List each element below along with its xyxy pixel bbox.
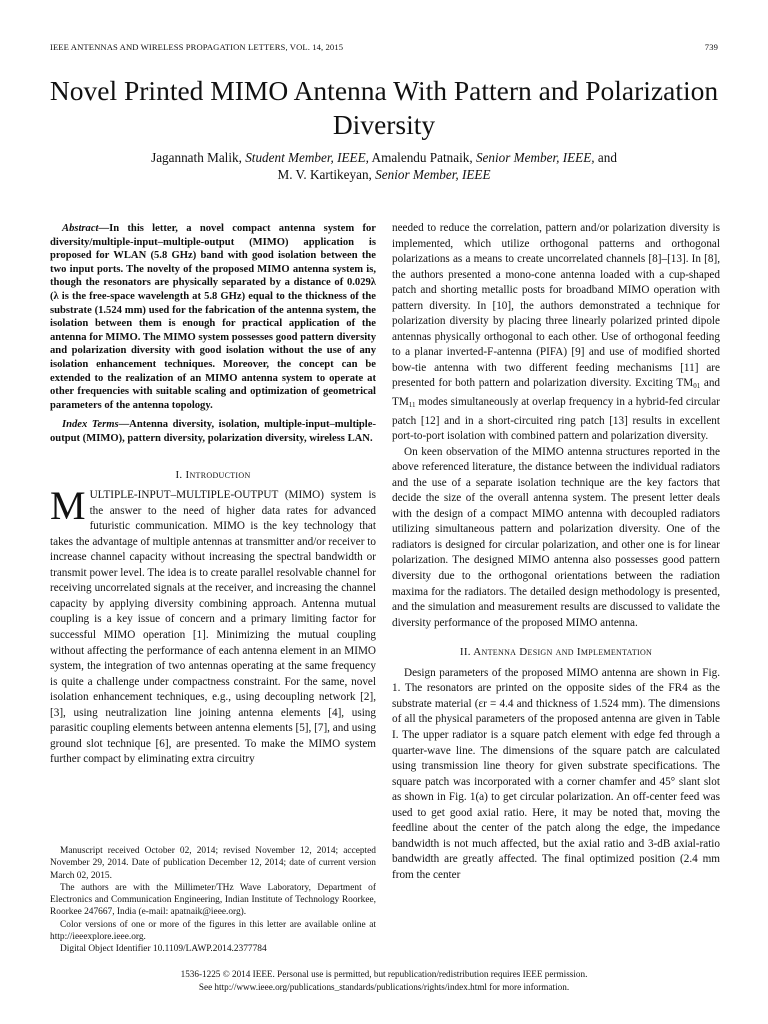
abstract [50, 222, 376, 412]
copyright-line: 1536-1225 © 2014 IEEE. Personal use is permitted, but republication/redistribution requires IEEE permission. [180, 969, 588, 979]
author-conjunction: and [597, 150, 617, 165]
index-terms-text: —Antenna diversity, isolation, multiple-input–multiple-output (MIMO), pattern diversity, polarization diversity, wireless LAN. [50, 419, 376, 444]
text-run: needed to reduce the correlation, pattern and/or polarization diversity is implemented, which utilize orthogonal patterns and orthogonal polarizations as a means to create uncorrelated channels [8]–[13]. In [8], the authors presented a mono-cone antenna loaded with a cup-shaped patch and shorting metallic posts for broadband MIMO operation with pattern diversity. In [10], the authors demonstrated a technique for polarization diversity by placing three linearly polarized printed dipole antennas physically orthogonal to each other. Use of orthogonal feeding to a planar inverted-F-antenna (PIFA) [9] and use of modified shorted bow-tie antenna with two different feeding mechanisms [11] are presented for both pattern and polarization diversity. Exciting TM [392, 222, 720, 390]
footnotes [50, 845, 376, 956]
footnote: The authors are with the Millimeter/THz Wave Laboratory, Department of Electronics and Communication Engineering, Indian Institute of Technology Roorkee, Roorkee 247667, India (e-mail: apatnaik@ieee.org). [50, 882, 376, 918]
intro-text: system is the answer to the need of higher data rates for advanced futuristic communication. MIMO is the key technology that takes the advantage of multiple antennas at transmitter and/or receiver to increase channel capacity without increasing the spectral bandwidth or transmit power level. The idea is to create parallel resolvable channel for receiving uncorrelated signals at the receiver, and increasing the channel capacity by applying diversity combining approach. Antenna mutual coupling is a key issue of concern and a primary limiting factor for successful MIMO operation [1]. Minimizing the mutual coupling without affecting the performance of each antenna element in an MIMO system, the integration of two antennas operating at the same frequency is quite a challenge under compactness constraint. For the same, novel isolation enhancement techniques, e.g., using decoupling network [2], [3], using neutralization line joining antenna elements [4], using parasitic coupling elements between antenna elements [5], [7], and using ground slot technique [6], are presented. To make the MIMO system further compact by eliminating extra circuitry [50, 489, 376, 766]
index-terms-label: Index Terms [62, 419, 119, 431]
author-role: Student Member, IEEE, [245, 150, 369, 165]
footnote: Manuscript received October 02, 2014; revised November 12, 2014; accepted November 29, 2014. Date of publication December 12, 2014; date of current version March 02, 2015. [50, 846, 376, 881]
author-role: Senior Member, IEEE, [475, 150, 595, 165]
section-heading: II. Antenna Design and Implementation [459, 646, 653, 659]
author-name: Jagannath Malik, [151, 150, 242, 165]
paper-title: Novel Printed MIMO Antenna With Pattern and Polarization Diversity [49, 75, 719, 140]
footnote: Digital Object Identifier 10.1109/LAWP.2014.2377784 [60, 944, 267, 955]
left-column [50, 222, 376, 768]
author-list [60, 150, 708, 183]
author-name: M. V. Kartikeyan, [277, 166, 372, 182]
text-run: modes simultaneously at overlap frequency in a hybrid-fed circular patch [12] and in a short-circuited ring patch [13] results in excellent port-to-port isolation with combined pattern and polarization diversity. [392, 396, 720, 443]
author-role: Senior Member, IEEE [375, 166, 491, 182]
abstract-label: Abstract [62, 223, 99, 234]
intro-lead: ULTIPLE-INPUT–MULTIPLE-OUTPUT (MIMO) [89, 489, 324, 502]
page-number: 739 [704, 42, 718, 52]
copyright-footer [40, 968, 728, 994]
intro-paragraph [50, 483, 376, 768]
paragraph: Design parameters of the proposed MIMO antenna are shown in Fig. 1. The resonators are printed on the opposite sides of the FR4 as the substrate material (εr = 4.4 and thickness of 1.524 mm). The dimensions of all the physical parameters of the proposed antenna are given in Table I. The upper radiator is a square patch element with edge fed through a quarter-wave line. The dimensions of the square patch are calculated using transmission line theory for given substrate specifications. The square patch was incorporated with a corner chamfer and 45° slant slot as shown in Fig. 1(a) to get circular polarization. An off-center feed was used to get good axial ratio. Here, it may be noted that, moving the feedline about the center of the patch along the edge, the impedance bandwidth is not much affected, but the axial ratio and 3-dB axial-ratio bandwidth are greatly affected. The final optimized position (2.4 mm from the center [392, 666, 720, 881]
rights-link-line: See http://www.ieee.org/publications_standards/publications/rights/index.html for more information. [198, 982, 570, 992]
index-terms [50, 418, 376, 445]
subscript: 01 [693, 382, 701, 391]
journal-name: IEEE ANTENNAS AND WIRELESS PROPAGATION LETTERS, VOL. 14, 2015 [50, 42, 344, 52]
abstract-text: —In this letter, a novel compact antenna system for diversity/multiple-input–multiple-output (MIMO) application is proposed for WLAN (5.8 GHz) band with good isolation between the two input ports. The novelty of the proposed MIMO antenna system is, though the resonators are physically separated by a distance of 0.029λ (λ is the free-space wavelength at 5.8 GHz) equal to the thickness of the substrate (1.524 mm) used for the fabrication of the antenna system, the isolation between them is enough for practical application of the antenna for MIMO. The MIMO system possesses good pattern diversity and polarization diversity with good isolation without the use of any isolation enhancement techniques. Moreover, the concept can be extended to the realization of an MIMO antenna system to operate at other frequencies with suitable scaling and optimization of geometrical parameters of the antenna topology. [50, 223, 376, 411]
paragraph: On keen observation of the MIMO antenna structures reported in the above referenced literature, the distance between the individual radiators and the use of a separate isolation technique are the key factors that decide the size of the overall antenna system. The present letter deals with the design of a compact MIMO antenna with decoupled radiators utilizing simultaneous pattern and polarization diversity. One of the radiators is designed for circular polarization, and other one is for linear polarization. The designed MIMO antenna also possesses good pattern diversity due to the orthogonal orientations between the radiation maxima for the radiators. The detailed design methodology is presented, and the simulation and measurement results are discussed to validate the diversity performance of the proposed MIMO antenna. [392, 445, 720, 629]
footnote: Color versions of one or more of the figures in this letter are available online at http://ieeexplore.ieee.org. [50, 919, 376, 943]
running-header [50, 42, 718, 52]
right-column [392, 221, 720, 883]
author-name: Amalendu Patnaik, [371, 150, 473, 165]
paragraph [392, 221, 720, 445]
text-run: and TM [392, 377, 721, 409]
drop-cap: M [50, 483, 86, 529]
section-heading: I. Introduction [175, 468, 251, 481]
subscript: 11 [408, 401, 416, 410]
